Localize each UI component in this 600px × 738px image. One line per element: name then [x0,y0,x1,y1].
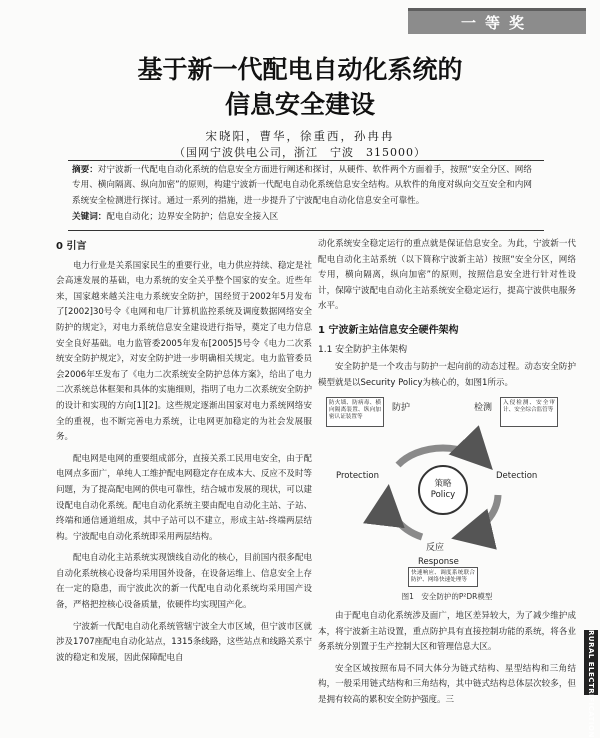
paragraph: 宁波新一代配电自动化系统管辖宁波全大市区域，但宁波市区就涉及1707座配电自动化站点，1315条线路，这些站点和线路关系宁波的稳定和发展，因此保障配电自 [56,621,312,663]
paragraph: 安全防护是一个攻击与防护一起向前的动态过程。动态安全防护模型就是以Security Policy为核心的，如图1所示。 [318,362,576,388]
award-badge: 一等奖 [408,8,586,34]
policy-circle [418,465,468,515]
journal-sidebar [584,630,598,738]
paragraph: 动化系统安全稳定运行的重点就是保证信息安全。为此，宁波新一代配电自动化主站系统（以下简称宁波新主站）按照“安全分区，网络专用，横向隔离，纵向加密”的原则，按照信息安全进行针对性设计，保障宁波配电自动化主站系统安全稳定运行，提高宁波供电服务水平。 [318,239,576,312]
affiliation: （国网宁波供电公司，浙江 宁波 315000） [174,146,426,159]
detection-label-cn: 检测 [474,403,493,414]
abstract-block [68,160,544,231]
paper-title [0,52,600,122]
protection-label-en: Protection [336,471,380,482]
p2dr-model-figure [326,395,562,587]
response-box: 快速响应、调度系统联合防护、网络快速处理等 [408,567,478,587]
detection-box: 入侵检测、安全审计、安全综合监管等 [500,397,558,427]
response-label-cn: 反应 [426,543,445,554]
arrow-protection-to-detection [398,448,488,465]
section-heading-intro: 0 引言 [56,241,87,252]
paragraph: 配电自动化主站系统实现馈线自动化的核心，目前国内很多配电自动化系统核心设备均采用国外设备，在设备运维上、信息安全上存在一定的隐患，而宁波此次的新一代配电自动化系统均采用国产设备，严格把控核心设备质量，依硬件均实现国产化。 [56,553,312,611]
abstract-label: 摘要： [72,165,98,175]
keywords-label: 关键词： [72,212,107,223]
title-line-2: 信息安全建设 [224,90,375,119]
journal-sidebar-label: RURAL ELECTRIFICATION [587,630,595,738]
paragraph: 安全区域按照布局不同大体分为链式结构、星型结构和三角结构，一般采用链式结构和三角结构，其中链式结构总体层次较多，但是拥有较高的累积安全防护强度。三 [318,663,576,705]
policy-label-cn: 策略 [434,479,452,490]
keywords-text: 配电自动化；边界安全防护；信息安全接入区 [106,212,279,223]
policy-label-en: Policy [430,490,456,501]
section-heading-1: 1 宁波新主站信息安全硬件架构 [318,324,459,336]
left-column [56,237,312,666]
paragraph: 电力行业是关系国家民生的重要行业，电力供应持续、稳定是社会高速发展的基础，电力系统的安全关乎整个国家的安全。近些年来，国家越来越关注电力系统安全防护，国经贸于2002年5月发布了[2002]30号令《电网和电厂计算机监控系统及调度数据网络安全防护的规定》，对电力系统信息安全建设进行指导，奠定了电力信息安全良好基础。电力监管委2005年发布[2005]5号令《电力二次系统安全防护规定》，对安全防护进一步明确相关规定。电力监管委员会2006年또发布了《电力二次系统安全防护总体方案》，给出了电力二次系统总体框架和具体的实施细则，指明了电力二次系统安全防护的设计和实现的方向[1][2]。这些规定逐渐出国家对电力系统网络安全的重视，也不断完善电力系统，让电网更加稳定的为社会发展服务。 [56,260,312,443]
response-label-en: Response [418,557,459,568]
protection-box: 防火墙、防病毒、横向隔离装置、纵向加密认证装置等 [326,397,384,427]
detection-label-en: Detection [496,471,538,482]
protection-label-cn: 防护 [392,403,411,414]
arrow-response-to-protection [388,491,422,537]
paragraph: 由于配电自动化系统涉及面广，地区差异较大，为了减少维护成本，将宁波新主站设置，重点防护具有直接控制功能的系统，将各业务系统分别置于生产控制大区和管理信息大区。 [318,610,576,653]
paragraph: 配电网是电网的重要组成部分，直接关系工民用电安全，由于配电网点多面广，单纯人工维护配电网稳定存在成本大、反应不及时等问题，为了提高配电网的供电可靠性，结合城市发展的现状，可以建设配电自动化系统。配电自动化系统主要由配电自动化主站、子站、终端和通信通道组成，其中子站可以不建立，形成主站-终端两层结构。宁波配电自动化系统即采用两层结构。 [56,453,312,542]
title-line-1: 基于新一代配电自动化系统的 [137,55,463,84]
right-column [318,237,576,709]
abstract-text: 对宁波新一代配电自动化系统的信息安全方面进行阐述和探讨，从硬件、软件两个方面着手，按照“安全分区、网络专用、横向隔离、纵向加密”的原则，构建宁波新一代配电自动化系统信息安全结构。从软件的角度对纵向交互安全和内网系统安全检测进行探讨。通过一系列的措施，进一步提升了宁波配电自动化信息安全可靠性。 [72,165,532,206]
figure-caption: 图1 安全防护的P²DR模型 [401,592,493,602]
subsection-heading-1-1: 1.1 安全防护主体架构 [318,344,408,355]
authors: 宋晓阳，曹华，徐重西，孙冉冉 [205,129,395,143]
